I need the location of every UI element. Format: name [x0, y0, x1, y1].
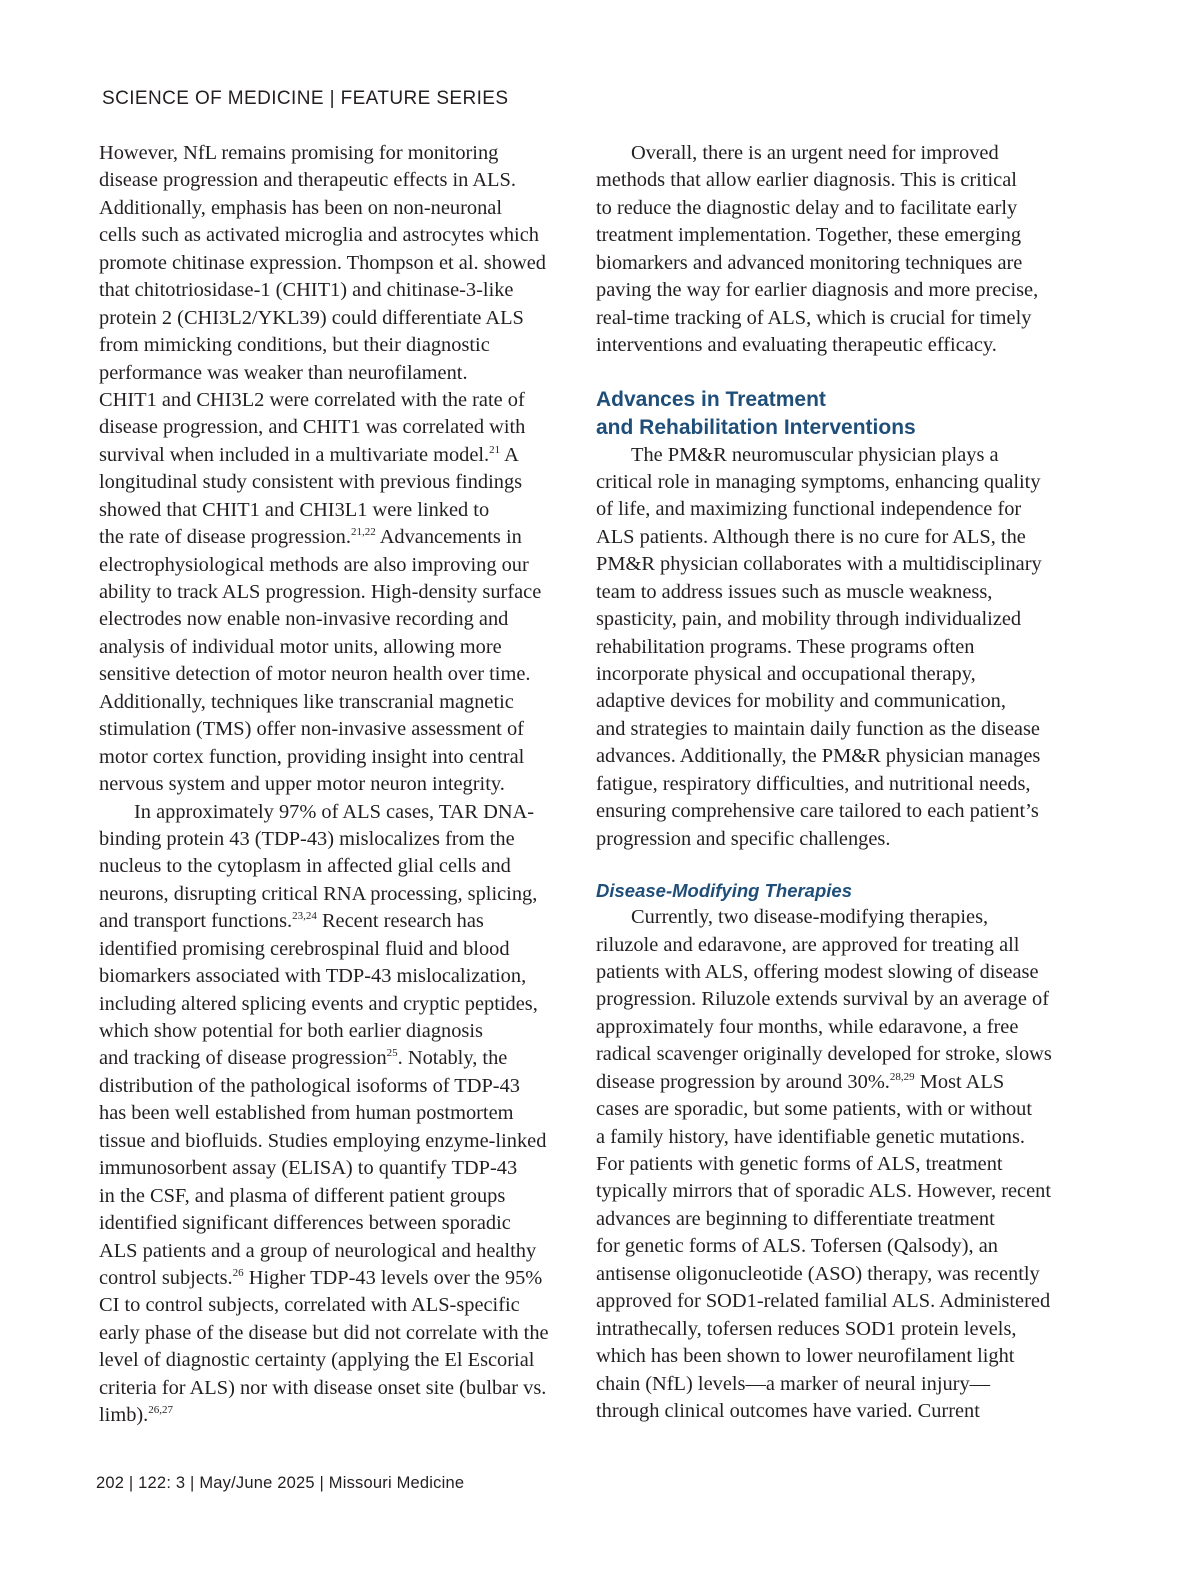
section-heading-line: Advances in Treatment: [596, 387, 826, 411]
text-line: In approximately 97% of ALS cases, TAR DNA-: [134, 800, 535, 823]
text-line: real-time tracking of ALS, which is crucial for timely: [596, 306, 1032, 329]
text-line: progression and specific challenges.: [596, 827, 891, 850]
page-footer: 202 | 122: 3 | May/June 2025 | Missouri Medicine: [96, 1474, 465, 1492]
text-line: disease progression by around 30%.$^{28,29}$ Most ALS: [596, 1070, 1005, 1093]
text-line: However, NfL remains promising for monitoring: [99, 142, 499, 164]
citation-ref: 21,22: [350, 526, 376, 539]
text-line: critical role in managing symptoms, enhancing quality: [596, 470, 1041, 493]
text-line: Currently, two disease-modifying therapies,: [631, 906, 989, 929]
text-line: CHIT1 and CHI3L2 were correlated with the rate of: [99, 388, 525, 411]
text-line: paving the way for earlier diagnosis and more precise,: [596, 279, 1039, 302]
text-line: incorporate physical and occupational therapy,: [596, 663, 976, 685]
text-line: motor cortex function, providing insight into central: [99, 745, 525, 768]
citation-ref: 23,24: [292, 910, 317, 923]
text-line: and tracking of disease progression$^{25}$. Notably, the: [99, 1047, 508, 1070]
text-line: CI to control subjects, correlated with ALS-specific: [99, 1294, 520, 1317]
text-line: has been well established from human postmortem: [99, 1102, 514, 1125]
text-line: identified promising cerebrospinal fluid and blood: [99, 937, 510, 960]
paragraph-rehabilitation: [596, 442, 1068, 854]
text-line: through clinical outcomes have varied. Current: [596, 1399, 980, 1422]
text-line: ALS patients. Although there is no cure for ALS, the: [596, 525, 1026, 548]
section-heading-line: and Rehabilitation Interventions: [596, 415, 916, 439]
text-line: tissue and biofluids. Studies employing enzyme-linked: [99, 1129, 547, 1152]
text-line: chain (NfL) levels—a marker of neural injury—: [596, 1372, 991, 1395]
text-line: advances are beginning to differentiate treatment: [596, 1207, 995, 1230]
text-line: disease progression and therapeutic effects in ALS.: [99, 169, 516, 192]
text-line: fatigue, respiratory difficulties, and nutritional needs,: [596, 772, 1031, 795]
sub-heading: Disease-Modifying Therapies: [596, 880, 852, 902]
text-line: the rate of disease progression.$^{21,22}$ Advancements in: [99, 526, 522, 549]
text-line: identified significant differences between sporadic: [99, 1212, 511, 1235]
text-line: riluzole and edaravone, are approved for treating all: [596, 933, 1020, 956]
text-line: typically mirrors that of sporadic ALS. However, recent: [596, 1180, 1052, 1203]
text-line: electrodes now enable non-invasive recording and: [99, 608, 509, 631]
text-line: in the CSF, and plasma of different patient groups: [99, 1184, 506, 1207]
text-line: to reduce the diagnostic delay and to facilitate early: [596, 196, 1018, 219]
citation-ref: 26,27: [148, 1404, 174, 1417]
paragraph-disease-modifying: [596, 904, 1068, 1425]
citation-ref: 28,29: [889, 1070, 915, 1083]
text-line: including altered splicing events and cryptic peptides,: [99, 992, 538, 1015]
text-line: ensuring comprehensive care tailored to each patient’s: [596, 800, 1039, 823]
text-line: binding protein 43 (TDP-43) mislocalizes from the: [99, 827, 515, 850]
text-line: progression. Riluzole extends survival by an average of: [596, 988, 1049, 1011]
text-line: adaptive devices for mobility and communication,: [596, 690, 1006, 713]
text-line: approved for SOD1-related familial ALS. Administered: [596, 1290, 1051, 1313]
citation-ref: 21: [489, 443, 501, 456]
text-line: stimulation (TMS) offer non-invasive assessment of: [99, 718, 524, 741]
text-line: cases are sporadic, but some patients, with or without: [596, 1098, 1033, 1121]
text-line: intrathecally, tofersen reduces SOD1 protein levels,: [596, 1317, 1017, 1340]
text-line: performance was weaker than neurofilament.: [99, 361, 468, 384]
section-heading: [596, 386, 1068, 442]
text-line: Overall, there is an urgent need for improved: [631, 142, 999, 164]
text-line: control subjects.$^{26}$ Higher TDP-43 levels over the 95%: [99, 1266, 543, 1289]
text-line: For patients with genetic forms of ALS, treatment: [596, 1153, 1003, 1175]
text-line: analysis of individual motor units, allowing more: [99, 635, 502, 658]
citation-ref: 25: [386, 1047, 398, 1060]
text-line: a family history, have identifiable genetic mutations.: [596, 1125, 1026, 1148]
text-line: advances. Additionally, the PM&R physician manages: [596, 745, 1041, 768]
text-line: longitudinal study consistent with previous findings: [99, 471, 523, 494]
text-line: rehabilitation programs. These programs often: [596, 635, 975, 658]
paragraph-nfl-chitinase: [99, 140, 569, 799]
text-line: promote chitinase expression. Thompson et al. showed: [99, 251, 547, 274]
text-line: which has been shown to lower neurofilament light: [596, 1345, 1015, 1368]
text-line: ALS patients and a group of neurological and healthy: [99, 1239, 537, 1262]
text-line: level of diagnostic certainty (applying the El Escorial: [99, 1349, 535, 1372]
text-line: and strategies to maintain daily function as the disease: [596, 717, 1040, 740]
text-line: immunosorbent assay (ELISA) to quantify TDP-43: [99, 1157, 518, 1180]
text-line: spasticity, pain, and mobility through individualized: [596, 608, 1022, 631]
citation-ref: 26: [232, 1266, 244, 1279]
text-line: from mimicking conditions, but their diagnostic: [99, 334, 490, 357]
text-line: nucleus to the cytoplasm in affected glial cells and: [99, 855, 511, 878]
text-line: nervous system and upper motor neuron integrity.: [99, 773, 505, 796]
text-line: showed that CHIT1 and CHI3L1 were linked to: [99, 498, 490, 521]
text-line: team to address issues such as muscle weakness,: [596, 580, 993, 603]
text-line: which show potential for both earlier diagnosis: [99, 1020, 483, 1042]
text-line: protein 2 (CHI3L2/YKL39) could differentiate ALS: [99, 306, 524, 329]
text-line: radical scavenger originally developed for stroke, slows: [596, 1043, 1052, 1066]
text-line: Additionally, techniques like transcranial magnetic: [99, 690, 514, 713]
text-line: ability to track ALS progression. High-density surface: [99, 581, 542, 603]
paragraph-tdp43: [99, 799, 569, 1430]
left-column: [99, 140, 569, 1430]
text-line: biomarkers and advanced monitoring techniques are: [596, 251, 1023, 274]
text-line: disease progression, and CHIT1 was correlated with: [99, 416, 526, 439]
text-line: limb).$^{26,27}$: [99, 1404, 174, 1427]
text-line: biomarkers associated with TDP-43 mislocalization,: [99, 965, 527, 988]
text-line: patients with ALS, offering modest slowing of disease: [596, 960, 1039, 983]
text-line: criteria for ALS) nor with disease onset site (bulbar vs.: [99, 1376, 547, 1399]
text-line: The PM&R neuromuscular physician plays a: [631, 443, 999, 466]
text-line: antisense oligonucleotide (ASO) therapy, was recently: [596, 1262, 1040, 1285]
text-line: PM&R physician collaborates with a multidisciplinary: [596, 553, 1042, 576]
text-line: distribution of the pathological isoforms of TDP-43: [99, 1074, 520, 1097]
right-column: [596, 140, 1068, 1425]
paragraph-overall: [596, 140, 1068, 360]
text-line: cells such as activated microglia and astrocytes which: [99, 224, 539, 247]
text-line: and transport functions.$^{23,24}$ Recent research has: [99, 910, 484, 933]
text-line: interventions and evaluating therapeutic efficacy.: [596, 334, 997, 357]
text-line: treatment implementation. Together, these emerging: [596, 224, 1022, 247]
text-line: of life, and maximizing functional independence for: [596, 498, 1022, 521]
text-line: approximately four months, while edaravone, a free: [596, 1015, 1019, 1038]
text-line: Additionally, emphasis has been on non-neuronal: [99, 196, 503, 219]
text-line: survival when included in a multivariate model.$^{21}$ A: [99, 443, 519, 466]
text-line: electrophysiological methods are also improving our: [99, 553, 529, 576]
text-line: sensitive detection of motor neuron health over time.: [99, 663, 531, 686]
text-line: methods that allow earlier diagnosis. This is critical: [596, 169, 1017, 192]
text-line: that chitotriosidase-1 (CHIT1) and chitinase-3-like: [99, 279, 514, 302]
text-line: for genetic forms of ALS. Tofersen (Qalsody), an: [596, 1235, 998, 1258]
running-head: SCIENCE OF MEDICINE | FEATURE SERIES: [102, 88, 509, 109]
text-line: early phase of the disease but did not correlate with the: [99, 1321, 549, 1344]
text-line: neurons, disrupting critical RNA processing, splicing,: [99, 882, 538, 905]
